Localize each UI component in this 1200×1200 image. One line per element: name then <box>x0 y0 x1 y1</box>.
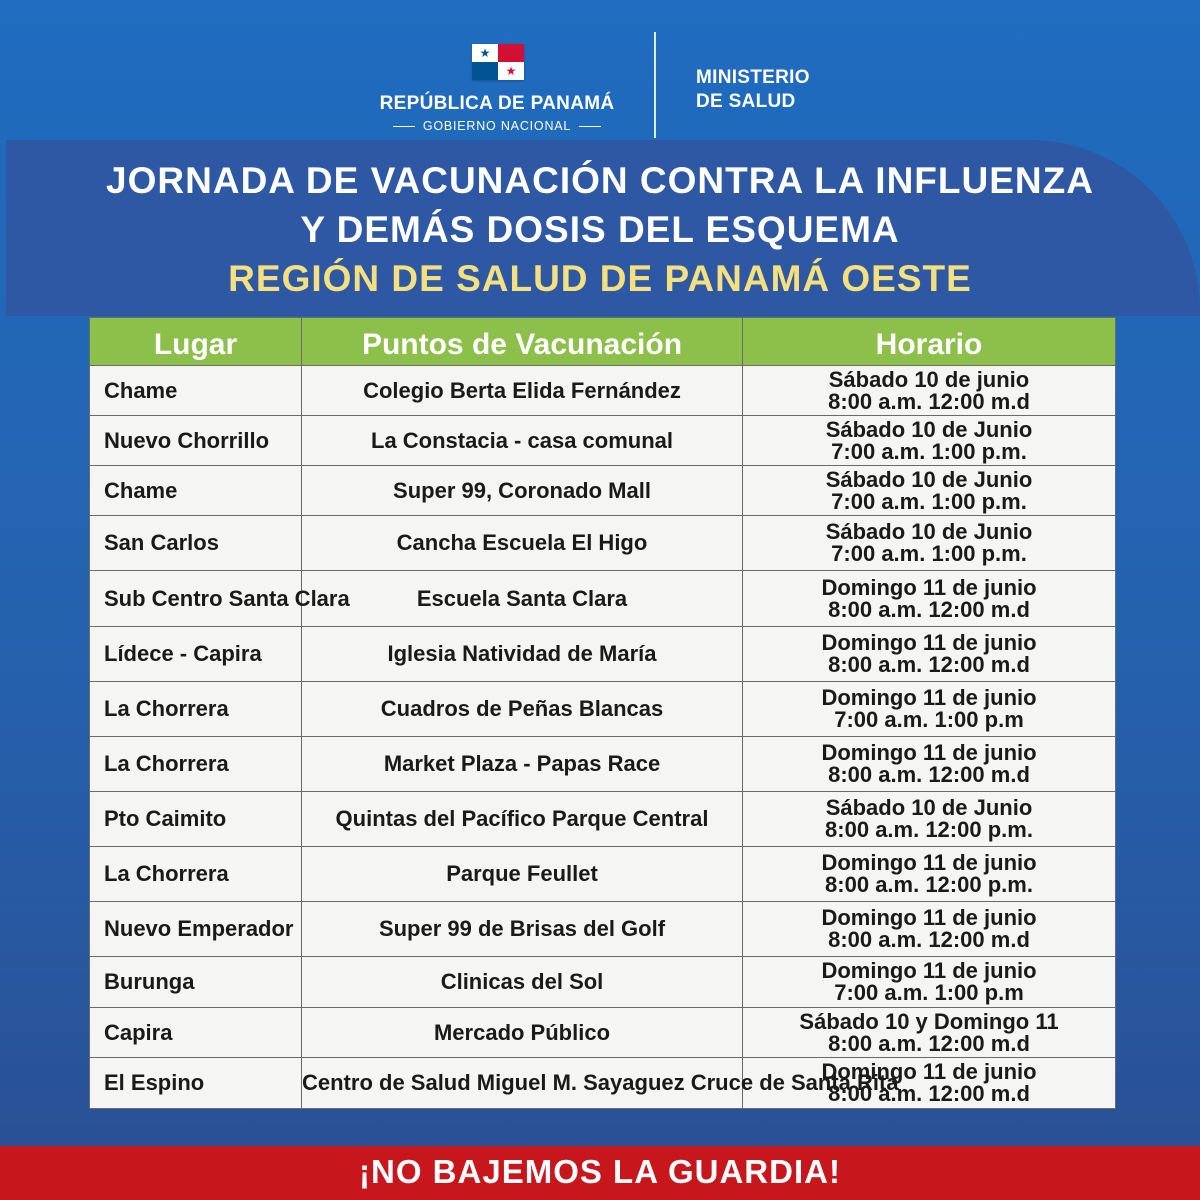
cell-punto-vacunacion: Iglesia Natividad de María <box>302 627 743 682</box>
horario-fecha: Domingo 11 de junio <box>821 685 1037 710</box>
horario-hora: 8:00 a.m. 12:00 p.m. <box>825 817 1033 842</box>
cell-lugar: La Chorrera <box>90 682 302 737</box>
cell-lugar: Pto Caimito <box>90 792 302 847</box>
logo-divider <box>654 32 656 138</box>
cell-punto-vacunacion: Market Plaza - Papas Race <box>302 737 743 792</box>
horario-hora: 7:00 a.m. 1:00 p.m. <box>831 541 1027 566</box>
horario-fecha: Sábado 10 de Junio <box>825 466 1033 492</box>
cell-punto-vacunacion: Centro de Salud Miguel M. Sayaguez Cruce de Santa Rita <box>302 1058 743 1109</box>
vaccination-schedule-table <box>89 317 1116 1109</box>
panama-flag-icon: ★ ★ <box>472 44 524 80</box>
footer-slogan: ¡NO BAJEMOS LA GUARDIA! <box>359 1153 841 1190</box>
horario-hora: 8:00 a.m. 12:00 m.d <box>828 1081 1030 1106</box>
horario-hora: 8:00 a.m. 12:00 m.d <box>828 652 1030 677</box>
title-line-2: Y DEMÁS DOSIS DEL ESQUEMA <box>300 209 900 250</box>
cell-lugar: El Espino <box>90 1058 302 1109</box>
cell-punto-vacunacion: Mercado Público <box>302 1008 743 1058</box>
horario-hora: 7:00 a.m. 1:00 p.m. <box>831 488 1027 514</box>
table-row <box>90 366 1116 416</box>
cell-horario <box>743 571 1116 627</box>
table-row <box>90 847 1116 902</box>
cell-horario <box>743 416 1116 466</box>
cell-horario <box>743 1008 1116 1058</box>
cell-punto-vacunacion: Escuela Santa Clara <box>302 571 743 627</box>
cell-punto-vacunacion: Super 99 de Brisas del Golf <box>302 902 743 957</box>
cell-lugar: Chame <box>90 366 302 416</box>
table-row <box>90 466 1116 516</box>
table-row <box>90 902 1116 957</box>
table-row <box>90 1008 1116 1058</box>
horario-fecha: Sábado 10 de junio <box>828 366 1030 392</box>
horario-hora: 8:00 a.m. 12:00 m.d <box>828 388 1030 414</box>
horario-fecha: Domingo 11 de junio <box>821 630 1037 655</box>
ministry-line2: DE SALUD <box>696 91 796 112</box>
column-header-puntos: Puntos de Vacunación <box>302 318 743 366</box>
horario-hora: 8:00 a.m. 12:00 m.d <box>828 596 1030 622</box>
ministry-line1: MINISTERIO <box>696 67 810 88</box>
government-label <box>362 119 632 133</box>
table-row <box>90 416 1116 466</box>
table-row <box>90 682 1116 737</box>
horario-fecha: Domingo 11 de junio <box>821 905 1037 930</box>
cell-horario <box>743 516 1116 571</box>
ministry-logo <box>696 66 896 114</box>
table-row <box>90 1058 1116 1109</box>
table-row <box>90 516 1116 571</box>
cell-lugar: Sub Centro Santa Clara <box>90 571 302 627</box>
horario-fecha: Sábado 10 de Junio <box>825 519 1033 544</box>
cell-horario <box>743 792 1116 847</box>
cell-horario <box>743 682 1116 737</box>
horario-fecha: Sábado 10 y Domingo 11 <box>799 1008 1059 1034</box>
table-row <box>90 737 1116 792</box>
horario-fecha: Sábado 10 de Junio <box>825 416 1033 442</box>
cell-horario <box>743 847 1116 902</box>
horario-hora: 8:00 a.m. 12:00 m.d <box>828 762 1030 787</box>
cell-punto-vacunacion: Cancha Escuela El Higo <box>302 516 743 571</box>
region-title: REGIÓN DE SALUD DE PANAMÁ OESTE <box>228 258 972 299</box>
horario-hora: 7:00 a.m. 1:00 p.m. <box>831 438 1027 464</box>
cell-lugar: La Chorrera <box>90 847 302 902</box>
horario-hora: 7:00 a.m. 1:00 p.m <box>834 707 1024 732</box>
cell-punto-vacunacion: Parque Feullet <box>302 847 743 902</box>
column-header-horario: Horario <box>743 318 1116 366</box>
horario-fecha: Domingo 11 de junio <box>821 1059 1037 1084</box>
cell-lugar: Capira <box>90 1008 302 1058</box>
horario-hora: 8:00 a.m. 12:00 m.d <box>828 1030 1030 1056</box>
cell-horario <box>743 366 1116 416</box>
cell-lugar: Lídece - Capira <box>90 627 302 682</box>
horario-hora: 7:00 a.m. 1:00 p.m <box>834 980 1024 1005</box>
government-text: GOBIERNO NACIONAL <box>422 119 572 133</box>
cell-horario <box>743 902 1116 957</box>
horario-hora: 8:00 a.m. 12:00 p.m. <box>825 872 1033 897</box>
table-header-row <box>90 318 1116 366</box>
cell-punto-vacunacion: Quintas del Pacífico Parque Central <box>302 792 743 847</box>
cell-horario <box>743 957 1116 1008</box>
cell-punto-vacunacion: Clinicas del Sol <box>302 957 743 1008</box>
cell-punto-vacunacion: Cuadros de Peñas Blancas <box>302 682 743 737</box>
table-row <box>90 957 1116 1008</box>
cell-punto-vacunacion: La Constacia - casa comunal <box>302 416 743 466</box>
column-header-lugar: Lugar <box>90 318 302 366</box>
cell-horario <box>743 737 1116 792</box>
horario-fecha: Domingo 11 de junio <box>821 958 1037 983</box>
cell-lugar: La Chorrera <box>90 737 302 792</box>
title-line-1: JORNADA DE VACUNACIÓN CONTRA LA INFLUENZA <box>106 160 1094 201</box>
country-name: REPÚBLICA DE PANAMÁ <box>379 93 615 114</box>
horario-hora: 8:00 a.m. 12:00 m.d <box>828 927 1030 952</box>
table-row <box>90 792 1116 847</box>
cell-lugar: Nuevo Chorrillo <box>90 416 302 466</box>
cell-punto-vacunacion: Super 99, Coronado Mall <box>302 466 743 516</box>
cell-lugar: San Carlos <box>90 516 302 571</box>
horario-fecha: Domingo 11 de junio <box>821 574 1037 600</box>
horario-fecha: Domingo 11 de junio <box>821 740 1037 765</box>
cell-punto-vacunacion: Colegio Berta Elida Fernández <box>302 366 743 416</box>
horario-fecha: Sábado 10 de Junio <box>825 795 1033 820</box>
horario-fecha: Domingo 11 de junio <box>821 850 1037 875</box>
table-row <box>90 627 1116 682</box>
cell-lugar: Nuevo Emperador <box>90 902 302 957</box>
republica-logo <box>362 44 632 139</box>
table-row <box>90 571 1116 627</box>
cell-lugar: Burunga <box>90 957 302 1008</box>
cell-horario <box>743 627 1116 682</box>
cell-horario <box>743 466 1116 516</box>
cell-lugar: Chame <box>90 466 302 516</box>
